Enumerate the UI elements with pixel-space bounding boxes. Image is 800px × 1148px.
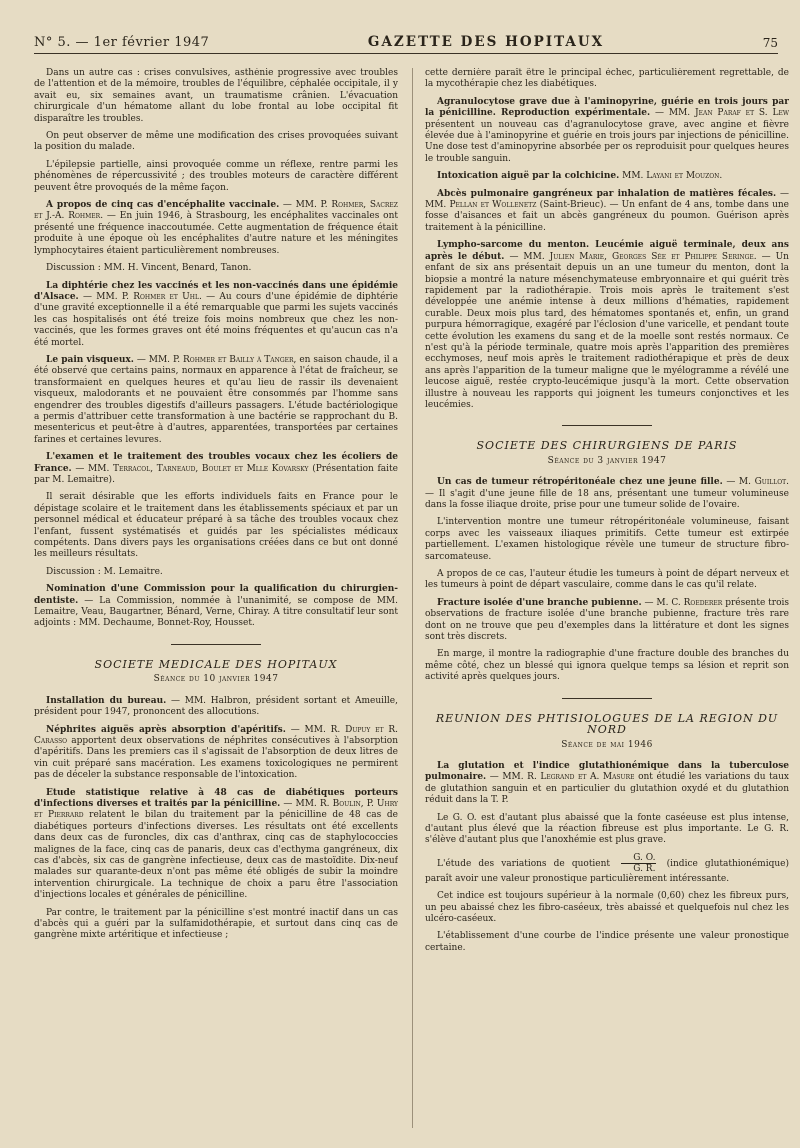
article-heading: Fracture isolée d'une branche pubienne.	[437, 597, 642, 608]
article-heading: Intoxication aiguë par la colchicine.	[437, 171, 620, 182]
article-heading: Néphrites aiguës après absorption d'apéritifs.	[46, 724, 286, 735]
article-authors: — MM. P. Rohmer et Uhl.	[83, 291, 202, 302]
article-heading: Etude statistique relative à 48 cas de diabétiques porteurs d'infections diverses et traités par la pénicilline.	[34, 787, 398, 809]
page-number: 75	[762, 36, 778, 50]
article-heading: A propos de cinq cas d'encéphalite vaccinale.	[46, 200, 280, 211]
page-header	[34, 22, 778, 54]
section-divider	[171, 644, 261, 645]
paragraph: L'intervention montre une tumeur rétropéritonéale volumineuse, faisant corps avec les vaisseaux iliaques primitifs. Cette tumeur est extirpée partiellement. L'examen histologique révèle une tumeur de structure fibro-sarcomateuse.	[425, 517, 789, 562]
journal-title: GAZETTE DES HOPITAUX	[367, 34, 605, 50]
article-text: relatent le bilan du traitement par la pénicilline de 48 cas de diabétiques porteurs d'infections diverses. Les résultats ont été excellents dans deux cas de furoncles, dix cas d'anthrax, cinq cas de staphylococcies malignes de la face, cinq cas de panaris, deux cas d'ecthyma gangréneux, dix cas d'abcès, six cas de gangrène infectieuse, deux cas de mastoïdite. Dix-neuf malades sur quarante-deux n'ont pas même été obligés de subir la moindre intervention chirurgicale. La technique de choix a paru être l'association d'injections locales et générales de pénicilline.	[34, 810, 398, 901]
article-authors: — M. C. Roederer	[644, 597, 723, 608]
article	[425, 189, 789, 235]
section-title: SOCIETE MEDICALE DES HOPITAUX	[94, 657, 338, 671]
section-divider	[562, 425, 652, 426]
article-authors: MM. Layani et Mouzon.	[622, 171, 723, 182]
session-date: Séance du 3 janvier 1947	[547, 455, 667, 466]
article	[425, 97, 789, 165]
article-text: — Au cours d'une épidémie de diphtérie d'une gravité exceptionnelle il a été remarquable que parmi les sujets vaccinés les cas hospitalisés ont été treize fois moins nombreux que chez les non-vaccinés, que les formes graves ont été moins fréquentes et qu'aucun cas n'a été mortel.	[34, 291, 398, 348]
article	[34, 788, 398, 902]
section-title: SOCIETE DES CHIRURGIENS DE PARIS	[476, 439, 738, 453]
session-date: Séance de mai 1946	[561, 739, 653, 750]
article-text: apportent deux observations de néphrites consécutives à l'absorption d'apéritifs. Dans les premiers cas il s'agissait de l'absorption de deux litres de vin cuit préparé sans macération. Les examens toxicologiques ne permirent pas de déceler la substance responsable de l'intoxication.	[34, 735, 398, 781]
fraction-denominator: G. R.	[633, 863, 656, 874]
session-date: Séance du 10 janvier 1947	[153, 674, 279, 685]
discussion: Discussion : M. Lemaitre.	[46, 566, 163, 577]
paragraph: En marge, il montre la radiographie d'une fracture double des branches du même côté, chez un blessé qui ignora quelque temps sa lésion et reprit son activité après quelques jours.	[425, 649, 789, 683]
article	[34, 452, 398, 486]
article	[34, 696, 398, 719]
article	[34, 355, 398, 446]
article-text: (Présentation faite par M. Lemaitre).	[34, 463, 398, 485]
paragraph: On peut observer de même une modification des crises provoquées suivant la position du malade.	[34, 131, 398, 153]
article-authors: — MM. R. Boulin, P. Uhry et Pierrard	[34, 798, 398, 821]
article-heading: Un cas de tumeur rétropéritonéale chez une jeune fille.	[437, 477, 723, 488]
article-heading: Installation du bureau.	[46, 695, 167, 706]
article-heading: Nomination d'une Commission pour la qualification du chirurgien-dentiste.	[34, 584, 398, 606]
paragraph: Il serait désirable que les efforts individuels faits en France pour le dépistage scolaire et le traitement dans les établissements spéciaux et par un personnel médical et éducateur préparé à sa tâche des troubles vocaux chez l'enfant, fussent systématisés et guidés par les spécialistes médicaux compétents. Dans divers pays les organisations créées dans ce but ont donné les meilleurs résultats.	[34, 492, 398, 560]
article-heading: La glutation et l'indice glutathionémique dans la tuberculose pulmonaire.	[425, 760, 789, 783]
article	[34, 281, 398, 349]
formula-paragraph	[425, 853, 789, 885]
article-text: (Saint-Brieuc). — Un enfant de 4 ans, tombe dans une fosse d'aisances et fait un abcès gangréneux du poumon. Guérison après traitement à la pénicilline.	[425, 200, 789, 233]
paragraph: L'établissement d'une courbe de l'indice présente une valeur pronostique certaine.	[425, 931, 789, 953]
article-authors: — MM. Julien Marie, Georges Sée et Philippe Seringe.	[509, 251, 757, 262]
section-title: REUNION DES PHTISIOLOGUES DE LA REGION DU NORD	[435, 711, 779, 737]
article	[34, 584, 398, 630]
paragraph: Cet indice est toujours supérieur à la normale (0,60) chez les fibreux purs, un peu abaissé chez les fibro-caséeux, très abaissé et quelquefois nul chez les ulcéro-caséeux.	[425, 891, 789, 924]
paragraph: cette dernière paraît être le principal échec, particulièrement regrettable, de la mycothérapie chez les diabétiques.	[425, 68, 789, 90]
article-text: en saison chaude, il a été observé que certains pains, normaux en apparence à l'état de fraîcheur, se transformaient en quelques heures et qu'au lieu de rassir ils devenaient visqueux, malodorants et ne pouvaient être consommés par l'homme sans engendrer des troubles digestifs d'ailleurs passagers. L'étude bactériologique a permis d'attribuer cette transformation à une bactérie se rapprochant du B. mesentericus et peut-être à d'autres, apparentées, transportées par certaines farines et certaines levures.	[34, 354, 398, 445]
article	[34, 200, 398, 257]
article-authors: — MM. Jean Paraf et S. Lew	[655, 108, 789, 119]
paragraph: L'épilepsie partielle, ainsi provoquée comme un réflexe, rentre parmi les phénomènes de répercussivité ; des troubles moteurs de caractère différent peuvent être provoqués de la même façon.	[34, 159, 398, 193]
article	[425, 240, 789, 411]
article-heading: Lympho-sarcome du menton. Leucémie aiguë terminale, deux ans après le début.	[425, 240, 789, 262]
article-authors: — MM. P. Rohmer et Bailly à Tanger,	[136, 354, 297, 365]
article	[425, 598, 789, 644]
paragraph: Dans un autre cas : crises convulsives, asthénie progressive avec troubles de l'attention et de la mémoire, troubles de l'équilibre, céphalée occipitale, il y avait eu, six semaines avant, un traumatisme crânien. L'évacuation chirurgicale d'un hématome allant du lobe frontal au lobe occipital fit disparaître les troubles.	[34, 68, 398, 124]
article-authors: — MM. R. Legrand et A. Masure	[489, 772, 635, 783]
article	[34, 725, 398, 782]
paragraph: Par contre, le traitement par la pénicilline s'est montré inactif dans un cas d'abcès qui a guéri par la sulfamidothérapie, et surtout dans cinq cas de gangrène mixte artéritique et infectieuse ;	[34, 907, 398, 941]
article-authors: — MM. R. Dupuy et R. Carasso	[34, 724, 398, 746]
article-text: — MM. Halbron, président sortant et Ameuille, président pour 1947, prononcent des allocutions.	[34, 695, 398, 718]
paragraph: A propos de ce cas, l'auteur étudie les tumeurs à point de départ nerveux et les tumeurs à point de départ vasculaire, comme dans le cas qu'il relate.	[425, 569, 789, 591]
article-heading: Le pain visqueux.	[46, 354, 134, 365]
article	[425, 477, 789, 511]
section-divider	[562, 698, 652, 699]
article-heading: L'examen et le traitement des troubles vocaux chez les écoliers de France.	[34, 452, 398, 474]
left-column	[34, 68, 398, 1128]
right-column	[412, 68, 789, 1128]
article	[425, 171, 789, 182]
formula-lead: L'étude des variations de quotient	[437, 858, 611, 869]
article-text: présentent un nouveau cas d'agranulocytose grave, avec angine et fièvre élevée due à l'aminopyrine et guérie en trois jours par injections de pénicilline. Une dose test d'aminopyrine absorbée per os reproduisit pour quelques heures le trouble sanguin.	[425, 119, 789, 164]
article-heading: La diphtérie chez les vaccinés et les non-vaccinés dans une épidémie d'Alsace.	[34, 280, 398, 302]
article	[425, 761, 789, 807]
article-text: présente trois observations de fracture isolée d'une branche pubienne, fracture très rare dont on ne trouve que peu d'exemples dans la littérature et dont les signes sont très discrets.	[425, 597, 789, 643]
article-heading: Abcès pulmonaire gangréneux par inhalation de matières fécales.	[437, 188, 777, 199]
article-authors: — MM. Pellan et Wollenetz	[425, 188, 789, 211]
paragraph: Le G. O. est d'autant plus abaissé que la fonte caséeuse est plus intense, d'autant plus élevé que la réaction fibreuse est plus importante. Le G. R. s'élève d'autant plus que l'anoxhémie est plus grave.	[425, 812, 789, 846]
issue-date: N° 5. — 1er février 1947	[34, 35, 210, 50]
article-text: — La Commission, nommée à l'unanimité, se compose de MM. Lemaitre, Veau, Baugartner, Bénard, Verne, Chiray. A titre consultatif leur sont adjoints : MM. Dechaume, Bonnet-Roy, Housset.	[34, 595, 398, 629]
article-authors: — MM. Terracol, Tarneaud, Boulet et Mlle Kovarsky	[75, 463, 309, 474]
article-heading: Agranulocytose grave due à l'aminopyrine, guérie en trois jours par la pénicilline. Reproduction expérimentale.	[425, 96, 789, 119]
quotient-fraction	[621, 853, 655, 874]
article-text: — En juin 1946, à Strasbourg, les encéphalites vaccinales ont présenté une fréquence inaccoutumée. Cette augmentation de fréquence était produite à une époque où les encéphalites d'autre nature et les méningites lymphocytaires étaient particulièrement nombreuses.	[34, 211, 398, 256]
article-text: ont étudié les variations du taux de glutathion sanguin et en particulier du glutathion oxydé et du glutathion réduit dans la T. P.	[425, 772, 789, 806]
formula-tail: (indice glutathionémique) paraît avoir une valeur pronostique particulièrement intéressante.	[425, 858, 789, 884]
article-authors: — M. Guillot.	[726, 477, 789, 488]
article-text: — Un enfant de six ans présentait depuis un an une tumeur du menton, dont la biopsie a montré la nature mésenchymateuse embryonnaire et qui guérit très rapidement par la radiothérapie. Trois mois après le traitement s'est développée une anémie intense à deux millions d'hématies, rapidement curable. Deux mois plus tard, des hématomes spontanés et, enfin, un grand purpura hémorragique, exagéré par l'éclosion d'une varicelle, et pendant toute cette évolution les examens du sang et de la moelle sont restés normaux. Ce n'est qu'à la période terminale, quatre mois après l'apparition des premières ecchymoses, neuf mois après le traitement radiothérapique et près de deux ans après l'apparition de la tumeur maligne que le myélogramme a révélé une leucose aiguë, restée crypto-leucémique jusqu'à la mort. Cette observation illustre à nouveau les rapports qui joignent les tumeurs conjonctives et les leucémies.	[425, 251, 789, 410]
article-authors: — MM. P. Rohmer, Sacrez et J.-A. Rohmer.	[34, 200, 398, 222]
discussion: Discussion : MM. H. Vincent, Benard, Tanon.	[46, 263, 252, 274]
fraction-numerator: G. O.	[621, 853, 655, 864]
article-text: — Il s'agit d'une jeune fille de 18 ans, présentant une tumeur volumineuse dans la fosse iliaque droite, prise pour une tumeur solide de l'ovaire.	[425, 488, 789, 510]
